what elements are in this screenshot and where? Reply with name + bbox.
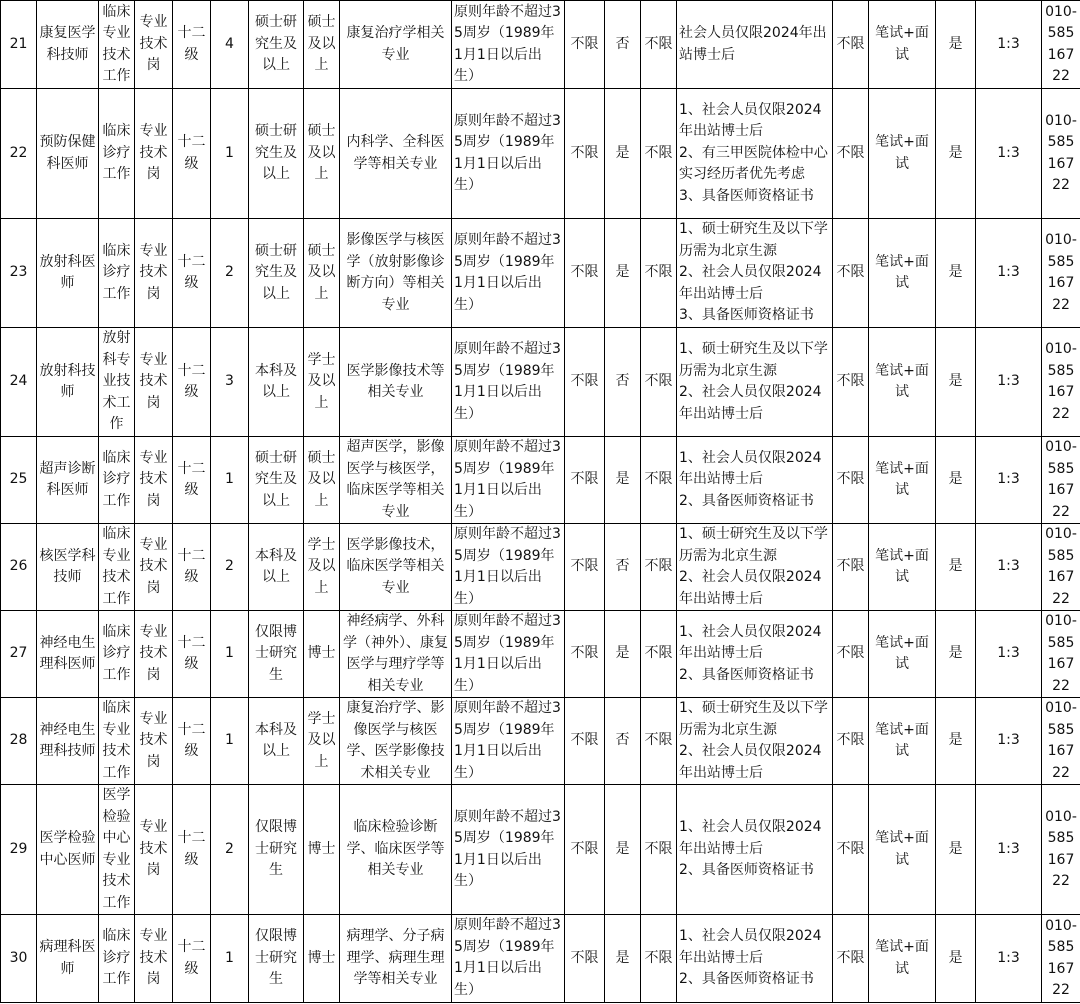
cell-major: 临床检验诊断学、临床医学等相关专业 [340,785,452,915]
cell-position: 放射科医师 [37,219,99,328]
cell-category: 临床诊疗工作 [99,915,135,1003]
cell-education: 硕士研究生及以上 [249,437,304,524]
cell-experience: 不限 [641,524,677,611]
cell-position: 核医学科技师 [37,524,99,611]
cell-major: 康复治疗学、影像医学与核医学、医学影像技术相关专业 [340,698,452,785]
cell-degree: 硕士及以上 [304,437,340,524]
cell-age: 原则年龄不超过35周岁（1989年1月1日以后出生） [452,915,565,1003]
cell-title-requirement: 不限 [833,1,869,89]
cell-political: 不限 [565,1,605,89]
cell-ratio: 1:3 [976,1,1042,89]
cell-major: 医学影像技术等相关专业 [340,328,452,437]
cell-level: 十二级 [173,698,211,785]
cell-ratio: 1:3 [976,698,1042,785]
cell-category: 临床专业技术工作 [99,524,135,611]
cell-post-type: 专业技术岗 [135,698,173,785]
cell-no: 27 [1,611,37,698]
cell-position: 病理科医师 [37,915,99,1003]
cell-education: 本科及以上 [249,698,304,785]
cell-category: 医学检验中心专业技术工作 [99,785,135,915]
cell-phone: 010-58516722 [1042,1,1080,89]
cell-post-type: 专业技术岗 [135,328,173,437]
cell-other-requirements: 1、社会人员仅限2024年出站博士后 2、具备医师资格证书 [677,915,833,1003]
cell-experience: 不限 [641,611,677,698]
cell-position: 神经电生理科技师 [37,698,99,785]
cell-post-type: 专业技术岗 [135,915,173,1003]
cell-experience: 不限 [641,785,677,915]
cell-major: 病理学、分子病理学、病理生理学等相关专业 [340,915,452,1003]
cell-education: 硕士研究生及以上 [249,89,304,219]
cell-other-requirements: 1、社会人员仅限2024年出站博士后 2、有三甲医院体检中心实习经历者优先考虑 3、具备医师资格证书 [677,89,833,219]
cell-ratio-flag: 是 [936,328,976,437]
table-row [1,219,1080,328]
cell-level: 十二级 [173,219,211,328]
cell-position: 医学检验中心医师 [37,785,99,915]
cell-post-type: 专业技术岗 [135,1,173,89]
cell-major: 医学影像技术，临床医学等相关专业 [340,524,452,611]
cell-count: 4 [211,1,249,89]
cell-age: 原则年龄不超过35周岁（1989年1月1日以后出生） [452,328,565,437]
cell-age: 原则年龄不超过35周岁（1989年1月1日以后出生） [452,698,565,785]
cell-ratio: 1:3 [976,611,1042,698]
cell-count: 1 [211,698,249,785]
cell-age: 原则年龄不超过35周岁（1989年1月1日以后出生） [452,219,565,328]
cell-education: 硕士研究生及以上 [249,219,304,328]
cell-ratio-flag: 是 [936,524,976,611]
cell-beijing-source: 是 [605,785,641,915]
cell-post-type: 专业技术岗 [135,437,173,524]
table-row [1,698,1080,785]
cell-count: 2 [211,524,249,611]
cell-title-requirement: 不限 [833,89,869,219]
cell-degree: 博士 [304,915,340,1003]
cell-exam-method: 笔试+面试 [869,328,936,437]
cell-level: 十二级 [173,524,211,611]
cell-age: 原则年龄不超过35周岁（1989年1月1日以后出生） [452,785,565,915]
table-body [1,1,1080,1003]
cell-ratio-flag: 是 [936,611,976,698]
cell-ratio-flag: 是 [936,219,976,328]
cell-title-requirement: 不限 [833,611,869,698]
cell-exam-method: 笔试+面试 [869,1,936,89]
cell-experience: 不限 [641,1,677,89]
cell-experience: 不限 [641,328,677,437]
cell-no: 22 [1,89,37,219]
cell-level: 十二级 [173,611,211,698]
cell-category: 临床诊疗工作 [99,611,135,698]
cell-category: 临床诊疗工作 [99,219,135,328]
cell-title-requirement: 不限 [833,524,869,611]
cell-phone: 010-58516722 [1042,437,1080,524]
cell-phone: 010-58516722 [1042,785,1080,915]
cell-count: 3 [211,328,249,437]
cell-level: 十二级 [173,437,211,524]
cell-education: 仅限博士研究生 [249,915,304,1003]
cell-political: 不限 [565,785,605,915]
cell-ratio-flag: 是 [936,915,976,1003]
table-row [1,89,1080,219]
cell-no: 25 [1,437,37,524]
cell-category: 临床专业技术工作 [99,1,135,89]
cell-exam-method: 笔试+面试 [869,785,936,915]
cell-level: 十二级 [173,1,211,89]
cell-title-requirement: 不限 [833,328,869,437]
table-row [1,328,1080,437]
cell-phone: 010-58516722 [1042,611,1080,698]
cell-other-requirements: 1、社会人员仅限2024年出站博士后 2、具备医师资格证书 [677,437,833,524]
cell-age: 原则年龄不超过35周岁（1989年1月1日以后出生） [452,89,565,219]
table-row [1,611,1080,698]
cell-experience: 不限 [641,437,677,524]
cell-beijing-source: 否 [605,328,641,437]
cell-title-requirement: 不限 [833,698,869,785]
cell-age: 原则年龄不超过35周岁（1989年1月1日以后出生） [452,1,565,89]
cell-degree: 硕士及以上 [304,219,340,328]
cell-category: 临床诊疗工作 [99,89,135,219]
cell-ratio: 1:3 [976,437,1042,524]
cell-other-requirements: 社会人员仅限2024年出站博士后 [677,1,833,89]
cell-exam-method: 笔试+面试 [869,611,936,698]
cell-other-requirements: 1、社会人员仅限2024年出站博士后 2、具备医师资格证书 [677,785,833,915]
cell-phone: 010-58516722 [1042,524,1080,611]
cell-phone: 010-58516722 [1042,698,1080,785]
cell-political: 不限 [565,915,605,1003]
cell-count: 1 [211,437,249,524]
cell-education: 仅限博士研究生 [249,611,304,698]
cell-position: 放射科技师 [37,328,99,437]
cell-level: 十二级 [173,785,211,915]
cell-no: 30 [1,915,37,1003]
cell-major: 内科学、全科医学等相关专业 [340,89,452,219]
cell-ratio-flag: 是 [936,1,976,89]
cell-position: 预防保健科医师 [37,89,99,219]
cell-beijing-source: 是 [605,89,641,219]
table-row [1,915,1080,1003]
cell-education: 本科及以上 [249,328,304,437]
cell-phone: 010-58516722 [1042,89,1080,219]
cell-beijing-source: 否 [605,524,641,611]
cell-ratio-flag: 是 [936,785,976,915]
cell-exam-method: 笔试+面试 [869,219,936,328]
cell-degree: 学士及以上 [304,524,340,611]
cell-no: 21 [1,1,37,89]
cell-count: 1 [211,89,249,219]
cell-major: 超声医学，影像医学与核医学，临床医学等相关专业 [340,437,452,524]
cell-level: 十二级 [173,328,211,437]
cell-category: 放射科专业技术工作 [99,328,135,437]
cell-experience: 不限 [641,915,677,1003]
cell-political: 不限 [565,611,605,698]
cell-age: 原则年龄不超过35周岁（1989年1月1日以后出生） [452,524,565,611]
cell-count: 1 [211,611,249,698]
cell-experience: 不限 [641,219,677,328]
cell-major: 神经病学、外科学（神外）、康复医学与理疗学等相关专业 [340,611,452,698]
cell-category: 临床专业技术工作 [99,698,135,785]
cell-ratio: 1:3 [976,219,1042,328]
cell-level: 十二级 [173,915,211,1003]
table-row [1,785,1080,915]
cell-exam-method: 笔试+面试 [869,437,936,524]
cell-degree: 博士 [304,785,340,915]
cell-political: 不限 [565,524,605,611]
cell-degree: 硕士及以上 [304,1,340,89]
cell-position: 康复医学科技师 [37,1,99,89]
cell-ratio: 1:3 [976,524,1042,611]
cell-post-type: 专业技术岗 [135,785,173,915]
table-row [1,437,1080,524]
cell-ratio: 1:3 [976,328,1042,437]
table-row [1,524,1080,611]
cell-no: 24 [1,328,37,437]
cell-political: 不限 [565,219,605,328]
cell-beijing-source: 否 [605,698,641,785]
cell-post-type: 专业技术岗 [135,524,173,611]
cell-education: 硕士研究生及以上 [249,1,304,89]
cell-count: 2 [211,785,249,915]
cell-age: 原则年龄不超过35周岁（1989年1月1日以后出生） [452,437,565,524]
cell-political: 不限 [565,437,605,524]
cell-post-type: 专业技术岗 [135,611,173,698]
cell-category: 临床诊疗工作 [99,437,135,524]
cell-ratio-flag: 是 [936,89,976,219]
cell-other-requirements: 1、硕士研究生及以下学历需为北京生源 2、社会人员仅限2024年出站博士后 [677,328,833,437]
cell-exam-method: 笔试+面试 [869,698,936,785]
cell-exam-method: 笔试+面试 [869,915,936,1003]
cell-other-requirements: 1、硕士研究生及以下学历需为北京生源 2、社会人员仅限2024年出站博士后 [677,698,833,785]
cell-experience: 不限 [641,89,677,219]
cell-count: 2 [211,219,249,328]
cell-beijing-source: 是 [605,915,641,1003]
cell-ratio-flag: 是 [936,437,976,524]
cell-political: 不限 [565,698,605,785]
cell-ratio: 1:3 [976,915,1042,1003]
cell-count: 1 [211,915,249,1003]
cell-political: 不限 [565,328,605,437]
cell-ratio-flag: 是 [936,698,976,785]
cell-beijing-source: 是 [605,611,641,698]
cell-no: 28 [1,698,37,785]
cell-position: 超声诊断科医师 [37,437,99,524]
cell-level: 十二级 [173,89,211,219]
cell-title-requirement: 不限 [833,915,869,1003]
cell-experience: 不限 [641,698,677,785]
cell-education: 本科及以上 [249,524,304,611]
cell-age: 原则年龄不超过35周岁（1989年1月1日以后出生） [452,611,565,698]
cell-degree: 学士及以上 [304,328,340,437]
cell-degree: 硕士及以上 [304,89,340,219]
cell-title-requirement: 不限 [833,219,869,328]
cell-ratio: 1:3 [976,89,1042,219]
cell-no: 23 [1,219,37,328]
cell-major: 影像医学与核医学（放射影像诊断方向）等相关专业 [340,219,452,328]
cell-no: 29 [1,785,37,915]
cell-beijing-source: 是 [605,219,641,328]
cell-post-type: 专业技术岗 [135,219,173,328]
cell-phone: 010-58516722 [1042,219,1080,328]
table-row [1,1,1080,89]
cell-phone: 010-58516722 [1042,328,1080,437]
cell-beijing-source: 否 [605,1,641,89]
cell-major: 康复治疗学相关专业 [340,1,452,89]
cell-political: 不限 [565,89,605,219]
cell-exam-method: 笔试+面试 [869,524,936,611]
cell-post-type: 专业技术岗 [135,89,173,219]
cell-position: 神经电生理科医师 [37,611,99,698]
cell-no: 26 [1,524,37,611]
cell-degree: 学士及以上 [304,698,340,785]
cell-other-requirements: 1、社会人员仅限2024年出站博士后 2、具备医师资格证书 [677,611,833,698]
cell-beijing-source: 是 [605,437,641,524]
cell-education: 仅限博士研究生 [249,785,304,915]
cell-other-requirements: 1、硕士研究生及以下学历需为北京生源 2、社会人员仅限2024年出站博士后 3、具备医师资格证书 [677,219,833,328]
cell-other-requirements: 1、硕士研究生及以下学历需为北京生源 2、社会人员仅限2024年出站博士后 [677,524,833,611]
cell-title-requirement: 不限 [833,785,869,915]
cell-title-requirement: 不限 [833,437,869,524]
cell-degree: 博士 [304,611,340,698]
cell-ratio: 1:3 [976,785,1042,915]
cell-phone: 010-58516722 [1042,915,1080,1003]
cell-exam-method: 笔试+面试 [869,89,936,219]
